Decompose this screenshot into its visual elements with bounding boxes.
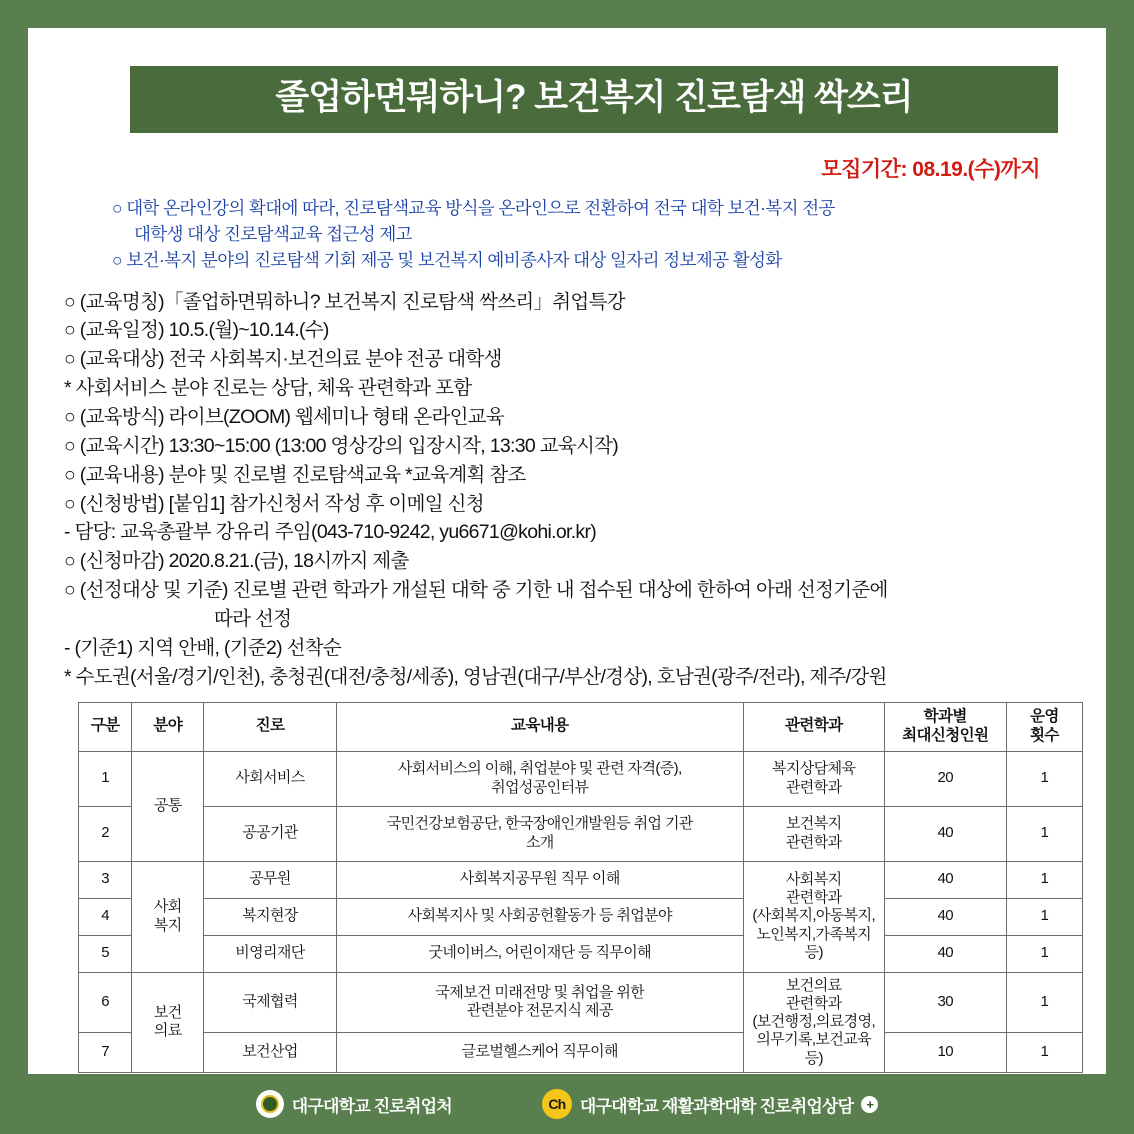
cell-count: 1	[1006, 751, 1082, 806]
col-capacity-line2: 최대신청인원	[902, 726, 989, 744]
detail-apply-method: ○ (신청방법) [붙임1] 참가신청서 작성 후 이메일 신청	[64, 492, 484, 515]
program-table	[78, 702, 1083, 1073]
cell-course: 보건산업	[204, 1032, 337, 1072]
cell-dept-line3: (보건행정,의료경영,	[752, 1013, 876, 1031]
intro-block	[112, 195, 1076, 274]
cell-course: 복지현장	[204, 898, 337, 935]
cell-capacity: 40	[884, 935, 1006, 972]
cell-field-welfare-line1: 사회	[153, 898, 182, 916]
application-deadline-label: 모집기간: 08.19.(수)까지	[821, 157, 1040, 181]
table-row	[79, 751, 1083, 806]
cell-count: 1	[1006, 935, 1082, 972]
col-count-line1: 운영	[1030, 707, 1059, 725]
col-field: 분야	[132, 702, 204, 751]
cell-course: 비영리재단	[204, 935, 337, 972]
cell-course: 사회서비스	[204, 751, 337, 806]
details-list	[64, 288, 1076, 692]
table-row	[79, 935, 1083, 972]
cell-field-health-line1: 보건	[153, 1003, 182, 1021]
table-row	[79, 972, 1083, 1032]
cell-field-welfare	[132, 861, 204, 972]
detail-content: ○ (교육내용) 분야 및 진로별 진로탐색교육 *교육계획 참조	[64, 463, 526, 486]
cell-content: 사회복지공무원 직무 이해	[336, 861, 743, 898]
col-count	[1006, 702, 1082, 751]
cell-dept-line3: (사회복지,아동복지,	[752, 907, 876, 925]
col-content: 교육내용	[336, 702, 743, 751]
cell-dept	[743, 972, 884, 1072]
cell-course: 국제협력	[204, 972, 337, 1032]
cell-content-line2: 소개	[525, 833, 554, 851]
detail-criteria-items: - (기준1) 지역 안배, (기준2) 선착순	[64, 636, 342, 659]
table-row	[79, 898, 1083, 935]
cell-course: 공무원	[204, 861, 337, 898]
cell-no: 1	[79, 751, 132, 806]
table-header	[79, 702, 1083, 751]
cell-no: 7	[79, 1032, 132, 1072]
cell-content: 굿네이버스, 어린이재단 등 직무이해	[336, 935, 743, 972]
table-body	[79, 751, 1083, 1072]
cell-no: 3	[79, 861, 132, 898]
detail-course-name: ○ (교육명칭)「졸업하면뭐하니? 보건복지 진로탐색 싹쓰리」취업특강	[64, 290, 625, 313]
cell-dept-line1: 복지상담체육	[772, 760, 856, 778]
cell-capacity: 40	[884, 806, 1006, 861]
col-course: 진로	[204, 702, 337, 751]
cell-dept-line4: 의무기록,보건교육 등)	[756, 1031, 872, 1067]
detail-apply-deadline: ○ (신청마감) 2020.8.21.(금), 18시까지 제출	[64, 550, 409, 573]
cell-content	[336, 751, 743, 806]
university-logo-icon	[256, 1090, 284, 1118]
cell-dept-line2: 관련학과	[785, 994, 842, 1012]
cell-count: 1	[1006, 898, 1082, 935]
cell-content	[336, 806, 743, 861]
cell-field-health	[132, 972, 204, 1072]
cell-count: 1	[1006, 972, 1082, 1032]
cell-count: 1	[1006, 806, 1082, 861]
cell-dept	[743, 751, 884, 806]
detail-selection-criteria: ○ (선정대상 및 기준) 진로별 관련 학과가 개설된 대학 중 기한 내 접수된 대상에 한하여 아래 선정기준에	[64, 579, 888, 602]
cell-count: 1	[1006, 1032, 1082, 1072]
cell-dept-line1: 보건의료	[785, 976, 842, 994]
cell-dept-line1: 보건복지	[785, 815, 842, 833]
table-header-row	[79, 702, 1083, 751]
cell-no: 4	[79, 898, 132, 935]
col-count-line2: 횟수	[1030, 726, 1059, 744]
detail-method: ○ (교육방식) 라이브(ZOOM) 웹세미나 형태 온라인교육	[64, 405, 504, 428]
cell-content-line1: 국민건강보험공단, 한국장애인개발원등 취업 기관	[386, 815, 693, 833]
cell-dept-line2: 관련학과	[785, 778, 842, 796]
cell-content: 글로벌헬스케어 직무이해	[336, 1032, 743, 1072]
col-capacity	[884, 702, 1006, 751]
cell-capacity: 30	[884, 972, 1006, 1032]
cell-no: 6	[79, 972, 132, 1032]
cell-no: 2	[79, 806, 132, 861]
cell-dept	[743, 806, 884, 861]
cell-dept-line4: 노인복지,가족복지 등)	[756, 925, 872, 961]
footer-left-label: 대구대학교 진로취업처	[291, 1096, 452, 1116]
cell-dept	[743, 861, 884, 972]
detail-target-note: * 사회서비스 분야 진로는 상담, 체육 관련학과 포함	[64, 377, 472, 400]
poster-footer	[0, 1074, 1134, 1134]
page-title: 졸업하면뭐하니? 보건복지 진로탐색 싹쓰리	[130, 66, 1058, 133]
table-row	[79, 861, 1083, 898]
cell-capacity: 40	[884, 861, 1006, 898]
cell-capacity: 40	[884, 898, 1006, 935]
footer-right-label: 대구대학교 재활과학대학 진로취업상담	[579, 1096, 854, 1116]
col-dept: 관련학과	[743, 702, 884, 751]
detail-schedule: ○ (교육일정) 10.5.(월)~10.14.(수)	[64, 319, 329, 342]
cell-field-common: 공통	[132, 751, 204, 861]
detail-selection-criteria-cont: 따라 선정	[214, 607, 292, 630]
cell-dept-line2: 관련학과	[785, 889, 842, 907]
footer-university-office	[256, 1090, 452, 1118]
cell-content-line2: 취업성공인터뷰	[491, 778, 589, 796]
cell-no: 5	[79, 935, 132, 972]
cell-field-welfare-line2: 복지	[153, 916, 182, 934]
cell-content-line1: 사회서비스의 이해, 취업분야 및 관련 자격(증),	[397, 760, 682, 778]
intro-line-2: ○ 보건·복지 분야의 진로탐색 기회 제공 및 보건복지 예비종사자 대상 일자리 정보제공 활성화	[112, 250, 782, 271]
col-capacity-line1: 학과별	[923, 707, 967, 725]
cell-field-health-line2: 의료	[153, 1022, 182, 1040]
plus-icon: +	[861, 1096, 878, 1113]
cell-content: 사회복지사 및 사회공헌활동가 등 취업분야	[336, 898, 743, 935]
poster-sheet	[28, 28, 1106, 1074]
intro-line-1-cont: 대학생 대상 진로탐색교육 접근성 제고	[134, 224, 412, 244]
detail-target: ○ (교육대상) 전국 사회복지·보건의료 분야 전공 대학생	[64, 348, 502, 371]
cell-capacity: 20	[884, 751, 1006, 806]
cell-dept-line2: 관련학과	[785, 833, 842, 851]
cell-capacity: 10	[884, 1032, 1006, 1072]
channel-badge-icon: Ch	[542, 1089, 572, 1119]
footer-counseling-channel	[542, 1089, 878, 1119]
cell-count: 1	[1006, 861, 1082, 898]
cell-content	[336, 972, 743, 1032]
intro-line-1: ○ 대학 온라인강의 확대에 따라, 진로탐색교육 방식을 온라인으로 전환하여 전국 대학 보건·복지 전공	[112, 197, 835, 218]
table-row	[79, 806, 1083, 861]
cell-dept-line1: 사회복지	[785, 870, 842, 888]
table-row	[79, 1032, 1083, 1072]
cell-course: 공공기관	[204, 806, 337, 861]
detail-region-note: * 수도권(서울/경기/인천), 충청권(대전/충청/세종), 영남권(대구/부산/경상), 호남권(광주/전라), 제주/강원	[64, 665, 887, 688]
detail-contact: - 담당: 교육총괄부 강유리 주임(043-710-9242, yu6671@kohi.or.kr)	[64, 521, 597, 544]
cell-content-line2: 관련분야 전문지식 제공	[466, 1002, 613, 1020]
cell-content-line1: 국제보건 미래전망 및 취업을 위한	[435, 983, 645, 1001]
detail-time: ○ (교육시간) 13:30~15:00 (13:00 영상강의 입장시작, 13:30 교육시작)	[64, 434, 619, 457]
col-no: 구분	[79, 702, 132, 751]
